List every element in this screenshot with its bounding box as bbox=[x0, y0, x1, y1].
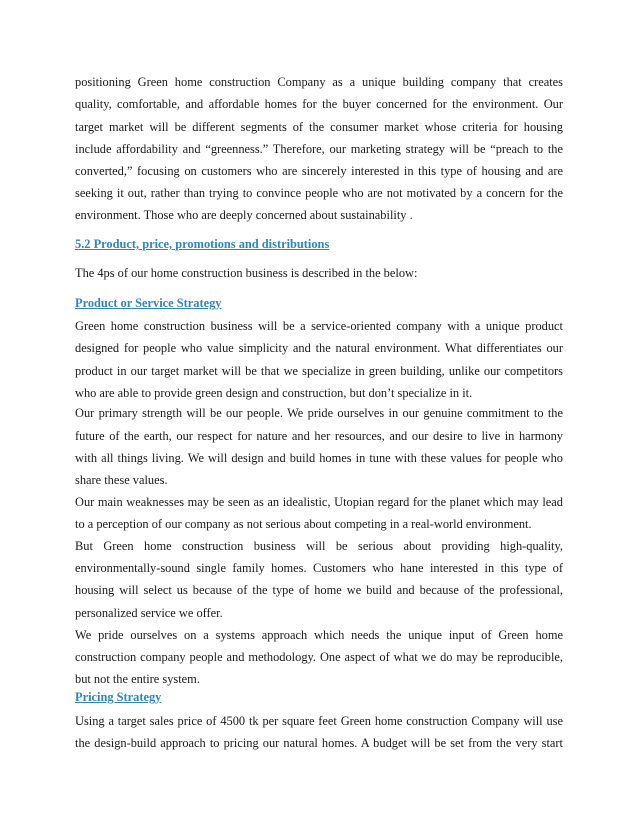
paragraph-line: But Green home construction business will be serious about providing high-quality, bbox=[75, 539, 563, 553]
paragraph-line: personalized service we offer. bbox=[75, 606, 223, 620]
paragraph-line: target market will be different segments of the consumer market whose criteria for housing bbox=[75, 120, 563, 134]
paragraph-line: construction company people and methodology. One aspect of what we do may be reproducible, bbox=[75, 650, 563, 664]
paragraph-line: environment. Those who are deeply concerned about sustainability . bbox=[75, 208, 413, 222]
paragraph-line: quality, comfortable, and affordable homes for the buyer concerned for the environment. Our bbox=[75, 97, 563, 111]
paragraph-line: to a perception of our company as not serious about competing in a real-world environment. bbox=[75, 517, 532, 531]
paragraph-line: product in our target market will be that we specialize in green building, unlike our competitors bbox=[75, 364, 563, 378]
paragraph-line: housing will select us because of the type of home we build and because of the professional, bbox=[75, 583, 563, 597]
paragraph-line: converted,” focusing on customers who are sincerely interested in this type of housing and are bbox=[75, 164, 563, 178]
subheading-product-strategy: Product or Service Strategy bbox=[75, 296, 222, 310]
paragraph-line: designed for people who value simplicity and the natural environment. What differentiates our bbox=[75, 341, 563, 355]
paragraph-line: include affordability and “greenness.” Therefore, our marketing strategy will be “preach to the bbox=[75, 142, 563, 156]
paragraph-line: who are able to provide green design and construction, but don’t specialize in it. bbox=[75, 386, 473, 400]
paragraph-line: the design-build approach to pricing our natural homes. A budget will be set from the very start bbox=[75, 736, 563, 750]
paragraph-line: but not the entire system. bbox=[75, 672, 200, 686]
paragraph-line: positioning Green home construction Company as a unique building company that creates bbox=[75, 75, 563, 89]
subheading-pricing-strategy: Pricing Strategy bbox=[75, 690, 162, 704]
paragraph-line: We pride ourselves on a systems approach which needs the unique input of Green home bbox=[75, 628, 563, 642]
paragraph-line: Green home construction business will be a service-oriented company with a unique product bbox=[75, 319, 563, 333]
paragraph-line: with all things living. We will design and build homes in tune with these values for people who bbox=[75, 451, 563, 465]
intro-4ps: The 4ps of our home construction business is described in the below: bbox=[75, 266, 418, 280]
section-heading-5-2: 5.2 Product, price, promotions and distributions bbox=[75, 237, 330, 251]
paragraph-line: Using a target sales price of 4500 tk per square feet Green home construction Company will use bbox=[75, 714, 563, 728]
paragraph-line: Our primary strength will be our people. We pride ourselves in our genuine commitment to the bbox=[75, 406, 563, 420]
paragraph-line: Our main weaknesses may be seen as an idealistic, Utopian regard for the planet which may lead bbox=[75, 495, 563, 509]
paragraph-line: future of the earth, our respect for nature and her resources, and our desire to live in harmony bbox=[75, 429, 563, 443]
paragraph-line: share these values. bbox=[75, 473, 168, 487]
paragraph-line: seeking it out, rather than trying to convince people who are not motivated by a concern for the bbox=[75, 186, 563, 200]
paragraph-line: environmentally-sound single family homes. Customers who hane interested in this type of bbox=[75, 561, 563, 575]
